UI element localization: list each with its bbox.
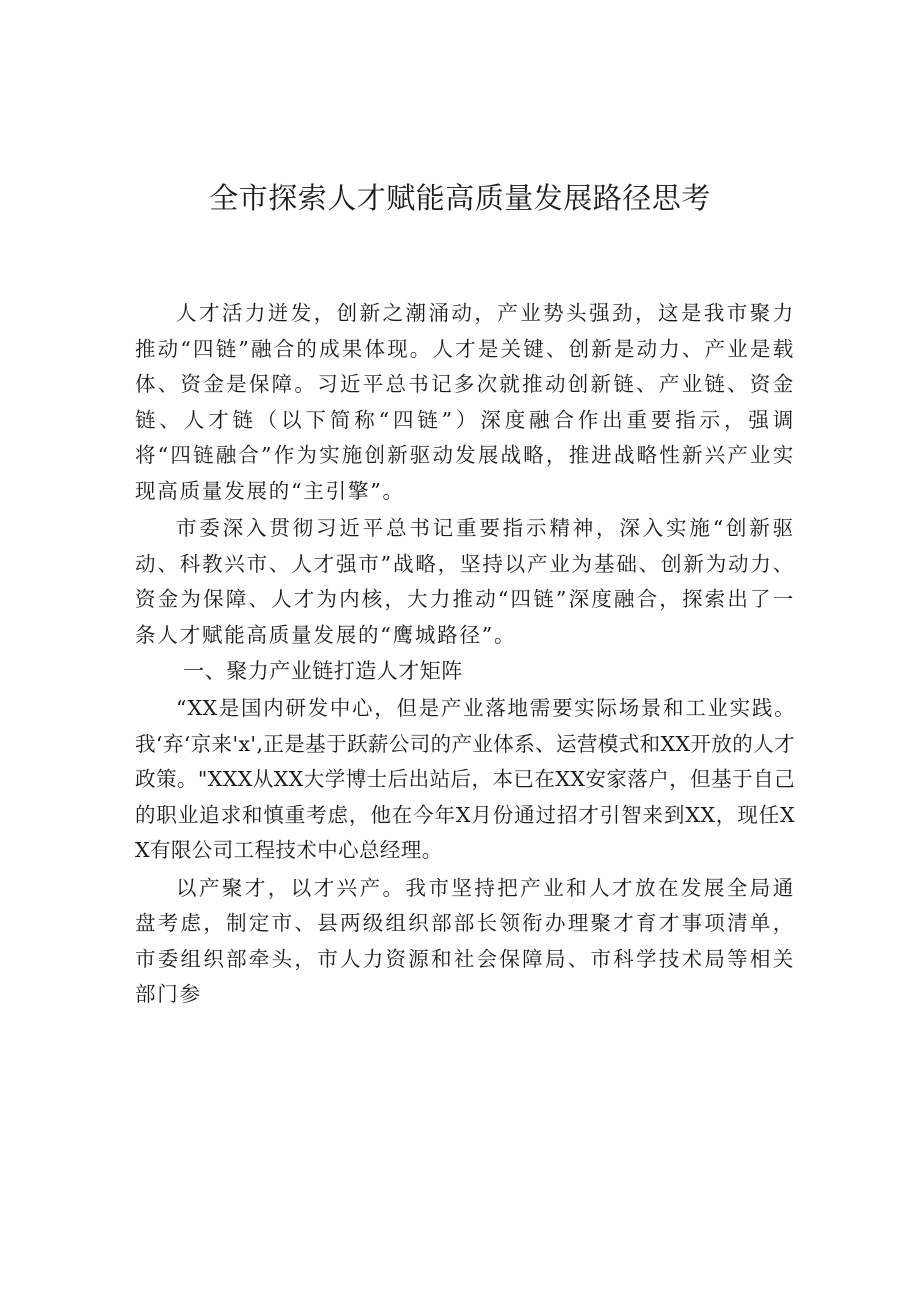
section-paragraph-2: 以产聚才，以才兴产。我市坚持把产业和人才放在发展全局通盘考虑，制定市、县两级组织部部长领衔办理聚才育才事项清单，市委组织部牵头，市人力资源和社会保障局、市科学技术局等相关部门参 xyxy=(135,875,795,1006)
document-title: 全市探索人才赋能高质量发展路径思考 xyxy=(209,181,711,215)
body-paragraph-1: 人才活力迸发，创新之潮涌动，产业势头强劲，这是我市聚力推动“四链”融合的成果体现。人才是关键、创新是动力、产业是载体、资金是保障。习近平总书记多次就推动创新链、产业链、资金链、人才链（以下简称“四链”）深度融合作出重要指示，强调将“四链融合”作为实施创新驱动发展战略，推进战略性新兴产业实现高质量发展的“主引擎”。 xyxy=(135,301,795,503)
document-body xyxy=(135,296,795,1013)
section-paragraph-1: “XX是国内研发中心，但是产业落地需要实际场景和工业实践。我‘弃‘京来'x',正是基于跃薪公司的产业体系、运营模式和XX开放的人才政策。"XXX从XX大学博士后出站后，本已在XX安家落户，但基于自己的职业追求和慎重考虑，他在今年X月份通过招才引智来到XX，现任XX有限公司工程技术中心总经理。 xyxy=(135,696,795,862)
section-heading: 一、聚力产业链打造人才矩阵 xyxy=(183,659,463,683)
body-paragraph-2: 市委深入贯彻习近平总书记重要指示精神，深入实施“创新驱动、科教兴市、人才强市”战略，坚持以产业为基础、创新为动力、资金为保障、人才为内核，大力推动“四链”深度融合，探索出了一条人才赋能高质量发展的“鹰城路径”。 xyxy=(135,516,795,647)
